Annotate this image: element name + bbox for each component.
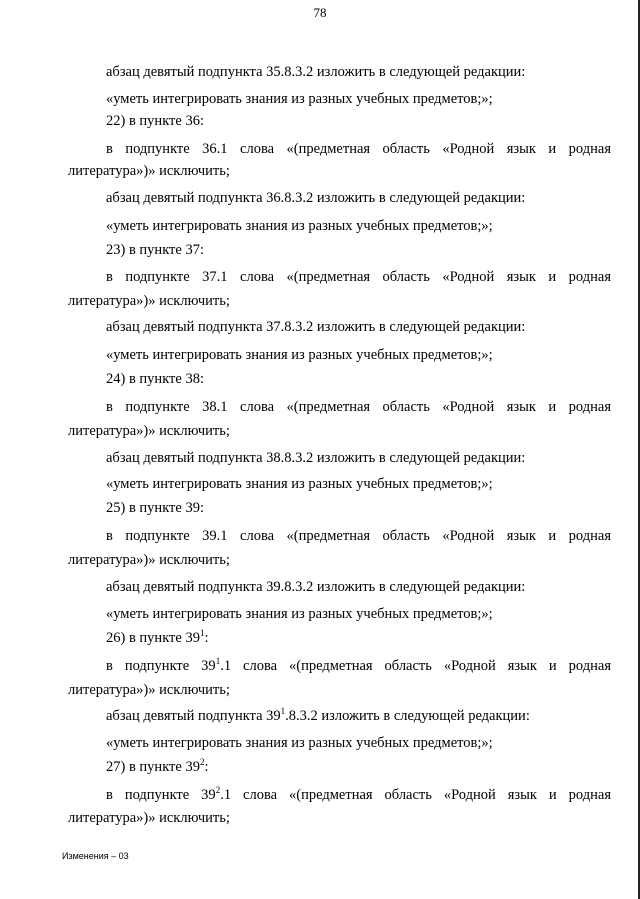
paragraph-line: в подпункте 37.1 слова «(предметная область «Родной язык и родная [106, 269, 611, 285]
paragraph-line: литература»)» исключить; [68, 810, 230, 826]
paragraph-line: 25) в пункте 39: [106, 500, 204, 516]
paragraph-line: «уметь интегрировать знания из разных учебных предметов;»; [106, 606, 493, 622]
paragraph-line: литература»)» исключить; [68, 163, 230, 179]
footer-revision: Изменения – 03 [62, 851, 129, 861]
paragraph-line: литература»)» исключить; [68, 552, 230, 568]
paragraph-line: «уметь интегрировать знания из разных учебных предметов;»; [106, 347, 493, 363]
page-number: 78 [313, 5, 327, 20]
paragraph-line: литература»)» исключить; [68, 293, 230, 309]
paragraph-line: в подпункте 39.1 слова «(предметная область «Родной язык и родная [106, 528, 611, 544]
paragraph-line: «уметь интегрировать знания из разных учебных предметов;»; [106, 218, 493, 234]
paragraph-line: 26) в пункте $39^1$: [106, 628, 209, 646]
paragraph-line: 24) в пункте 38: [106, 371, 204, 387]
paragraph-line: 22) в пункте 36: [106, 113, 204, 129]
paragraph-line: абзац девятый подпункта $39^1.8.3.2$ изложить в следующей редакции: [106, 706, 530, 724]
paragraph-line: абзац девятый подпункта 36.8.3.2 изложить в следующей редакции: [106, 190, 526, 206]
paragraph-line: «уметь интегрировать знания из разных учебных предметов;»; [106, 735, 493, 751]
paragraph-line: абзац девятый подпункта 38.8.3.2 изложить в следующей редакции: [106, 450, 526, 466]
paragraph-line: «уметь интегрировать знания из разных учебных предметов;»; [106, 91, 493, 107]
paragraph-line: в подпункте 38.1 слова «(предметная область «Родной язык и родная [106, 399, 611, 415]
paragraph-line: абзац девятый подпункта 39.8.3.2 изложить в следующей редакции: [106, 579, 526, 595]
paragraph-line: в подпункте 36.1 слова «(предметная область «Родной язык и родная [106, 141, 611, 157]
paragraph-line: в подпункте $39^2.1$ слова «(предметная область «Родной язык и родная [106, 785, 612, 803]
paragraph-line: литература»)» исключить; [68, 682, 230, 698]
paragraph-line: 23) в пункте 37: [106, 242, 204, 258]
paragraph-line: в подпункте $39^1.1$ слова «(предметная область «Родной язык и родная [106, 656, 612, 674]
paragraph-line: абзац девятый подпункта 35.8.3.2 изложить в следующей редакции: [106, 64, 526, 80]
paragraph-line: «уметь интегрировать знания из разных учебных предметов;»; [106, 476, 493, 492]
paragraph-line: абзац девятый подпункта 37.8.3.2 изложить в следующей редакции: [106, 319, 526, 335]
paragraph-line: литература»)» исключить; [68, 423, 230, 439]
paragraph-line: 27) в пункте $39^2$: [106, 757, 209, 775]
